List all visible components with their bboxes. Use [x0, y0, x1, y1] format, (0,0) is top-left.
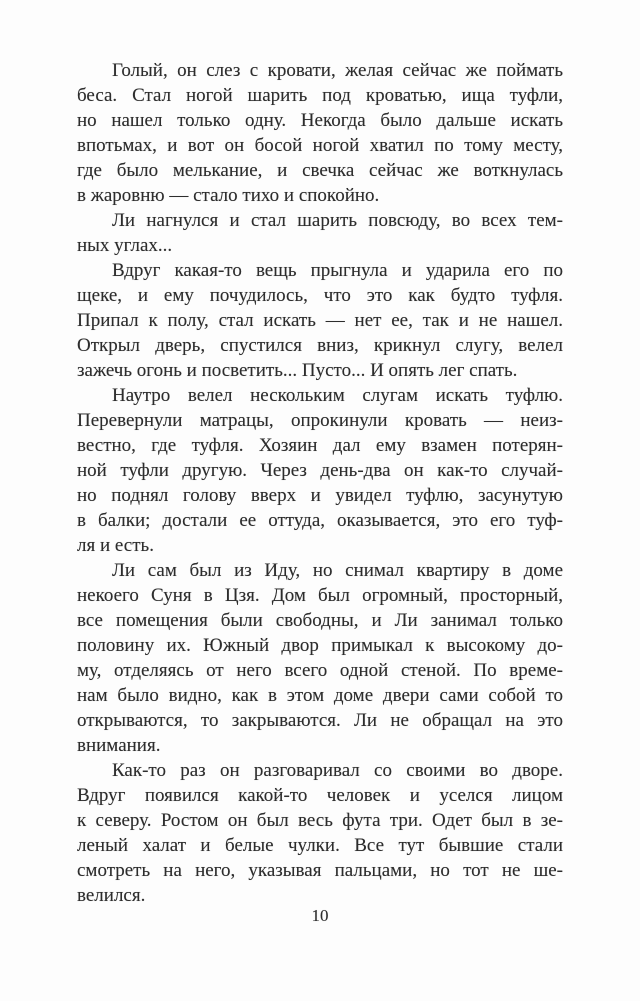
- text-line: Ли нагнулся и стал шарить повсюду, во всех тем-: [112, 210, 563, 231]
- text-line: Наутро велел нескольким слугам искать туфлю.: [112, 385, 563, 406]
- text-line: беса. Стал ногой шарить под кроватью, ища туфли,: [77, 85, 563, 106]
- text-line: где было мелькание, и свечка сейчас же воткнулась: [77, 160, 563, 181]
- text-line: в жаровню — стало тихо и спокойно.: [77, 185, 380, 206]
- paragraph: [77, 558, 563, 758]
- text-line: но поднял голову вверх и увидел туфлю, засунутую: [77, 485, 563, 506]
- paragraph: [77, 258, 563, 383]
- text-line: зажечь огонь и посветить... Пусто... И опять лег спать.: [77, 360, 518, 381]
- text-line: в балки; достали ее оттуда, оказывается, это его туф-: [77, 510, 563, 531]
- text-line: Припал к полу, стал искать — нет ее, так и не нашел.: [77, 310, 563, 331]
- paragraph: [77, 58, 563, 208]
- text-line: му, отделяясь от него всего одной стеной. По време-: [77, 660, 563, 681]
- paragraph: [77, 208, 563, 258]
- text-line: ля и есть.: [77, 535, 154, 556]
- text-line: нам было видно, как в этом доме двери сами собой то: [77, 685, 563, 706]
- text-line: Открыл дверь, спустился вниз, крикнул слугу, велел: [77, 335, 563, 356]
- text-line: велился.: [77, 885, 146, 906]
- text-line: Голый, он слез с кровати, желая сейчас же поймать: [112, 60, 563, 81]
- text-line: Вдруг появился какой-то человек и уселся лицом: [77, 785, 563, 806]
- text-line: все помещения были свободны, и Ли занимал только: [77, 610, 563, 631]
- text-line: внимания.: [77, 735, 161, 756]
- text-line: Ли сам был из Иду, но снимал квартиру в доме: [112, 560, 563, 581]
- paragraph: [77, 383, 563, 558]
- text-line: Вдруг какая-то вещь прыгнула и ударила его по: [112, 260, 563, 281]
- paragraph: [77, 758, 563, 908]
- text-line: вестно, где туфля. Хозяин дал ему взамен потерян-: [77, 435, 563, 456]
- text-line: ных углах...: [77, 235, 173, 256]
- text-line: ной туфли другую. Через день-два он как-то случай-: [77, 460, 563, 481]
- text-line: открываются, то закрываются. Ли не обращал на это: [77, 710, 563, 731]
- text-line: леный халат и белые чулки. Все тут бывшие стали: [77, 835, 563, 856]
- text-line: впотьмах, и вот он босой ногой хватил по тому месту,: [77, 135, 563, 156]
- text-line: смотреть на него, указывая пальцами, но тот не ше-: [77, 860, 563, 881]
- text-line: половину их. Южный двор примыкал к высокому до-: [77, 635, 563, 656]
- page-number: 10: [311, 906, 329, 925]
- text-block: [77, 58, 563, 908]
- page-footer: [0, 905, 640, 927]
- text-line: щеке, и ему почудилось, что это как будто туфля.: [77, 285, 563, 306]
- text-line: Как-то раз он разговаривал со своими во дворе.: [112, 760, 563, 781]
- text-line: к северу. Ростом он был весь фута три. Одет был в зе-: [77, 810, 563, 831]
- text-line: но нашел только одну. Некогда было дальше искать: [77, 110, 563, 131]
- text-line: Перевернули матрацы, опрокинули кровать — неиз-: [77, 410, 563, 431]
- text-line: некоего Суня в Цзя. Дом был огромный, просторный,: [77, 585, 563, 606]
